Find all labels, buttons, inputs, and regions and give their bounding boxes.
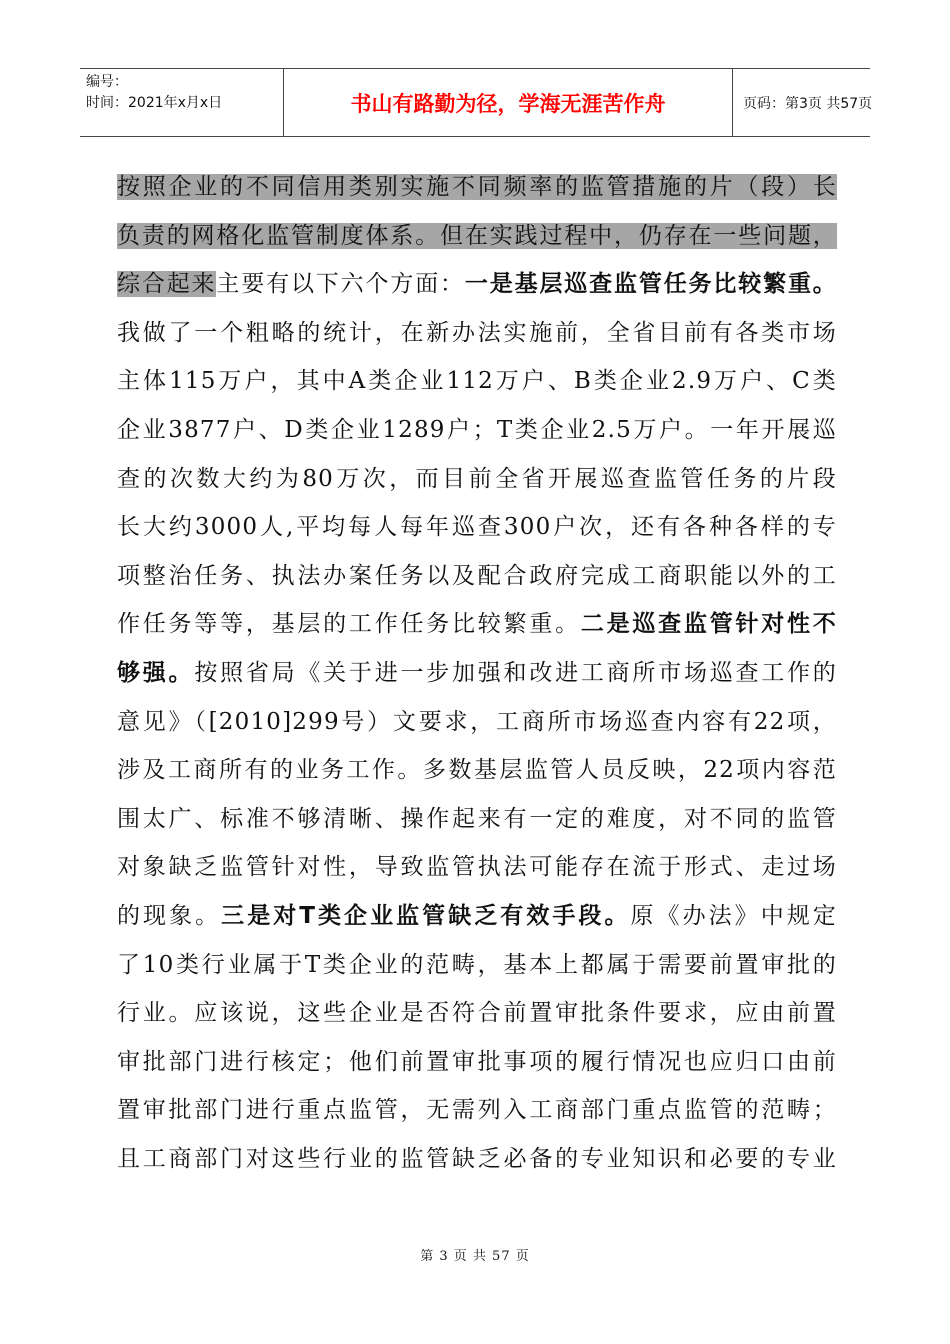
text-line: 项整治任务、执法办案任务以及配合政府完成工商职能以外的工 <box>117 562 837 589</box>
bold-heading: 三是对T类企业监管缺乏有效手段。 <box>221 902 631 929</box>
text-line <box>117 212 837 261</box>
document-body <box>117 163 837 1183</box>
text-line: 我做了一个粗略的统计，在新办法实施前，全省目前有各类市场 <box>117 319 837 346</box>
text-line: 审批部门进行核定；他们前置审批事项的履行情况也应归口由前 <box>117 1048 837 1075</box>
text-line: 企业3877户、D类企业1289户；T类企业2.5万户。一年开展巡 <box>117 416 837 443</box>
text-line: 了10类行业属于T类企业的范畴，基本上都属于需要前置审批的 <box>117 951 837 978</box>
text-run: 作任务等等，基层的工作任务比较繁重。 <box>117 611 581 638</box>
text-line: 涉及工商所有的业务工作。多数基层监管人员反映，22项内容范 <box>117 757 837 784</box>
text-line: 查的次数大约为80万次，而目前全省开展巡查监管任务的片段 <box>117 465 837 492</box>
text-line <box>117 649 837 698</box>
text-line <box>117 260 837 309</box>
bold-heading: 够强。 <box>117 659 195 686</box>
header-meta <box>80 69 284 136</box>
text-run: 按照省局《关于进一步加强和改进工商所市场巡查工作的 <box>194 659 837 686</box>
bold-heading: 一是基层巡查监管任务比较繁重。 <box>464 271 837 298</box>
text-run: 主要有以下六个方面： <box>216 271 465 298</box>
highlighted-text: 综合起来 <box>117 271 217 298</box>
text-run: 的现象。 <box>117 902 222 929</box>
text-line: 置审批部门进行重点监管，无需列入工商部门重点监管的范畴； <box>117 1097 837 1124</box>
highlighted-text: 按照企业的不同信用类别实施不同频率的监管措施的片（段）长 <box>117 174 837 200</box>
text-line: 意见》（[2010]299号）文要求，工商所市场巡查内容有22项， <box>117 708 837 735</box>
text-run: 原《办法》中规定 <box>630 902 837 929</box>
header-page-info: 页码：第3页 共57页 <box>743 95 873 112</box>
text-line: 且工商部门对这些行业的监管缺乏必备的专业知识和必要的专业 <box>117 1145 837 1172</box>
page-footer: 第 3 页 共 57 页 <box>420 1249 530 1264</box>
text-line: 围太广、标准不够清晰、操作起来有一定的难度，对不同的监管 <box>117 805 837 832</box>
highlighted-text: 负责的网格化监管制度体系。但在实践过程中，仍存在一些问题， <box>117 222 837 249</box>
text-line: 行业。应该说，这些企业是否符合前置审批条件要求，应由前置 <box>117 1000 837 1027</box>
text-line <box>117 600 837 649</box>
number-label: 编号： <box>86 74 128 90</box>
bold-heading: 二是巡查监管针对性不 <box>580 611 838 638</box>
page-header <box>80 68 873 137</box>
text-line <box>117 163 837 212</box>
text-line: 对象缺乏监管针对性，导致监管执法可能存在流于形式、走过场 <box>117 854 837 881</box>
text-line: 主体115万户，其中A类企业112万户、B类企业2.9万户、C类 <box>117 368 837 395</box>
time-label: 时间：2021年x月x日 <box>86 95 223 111</box>
text-line <box>117 892 837 941</box>
header-motto: 书山有路勤为径，学海无涯苦作舟 <box>284 69 733 136</box>
text-line: 长大约3000人,平均每人每年巡查300户次，还有各种各样的专 <box>117 514 837 541</box>
